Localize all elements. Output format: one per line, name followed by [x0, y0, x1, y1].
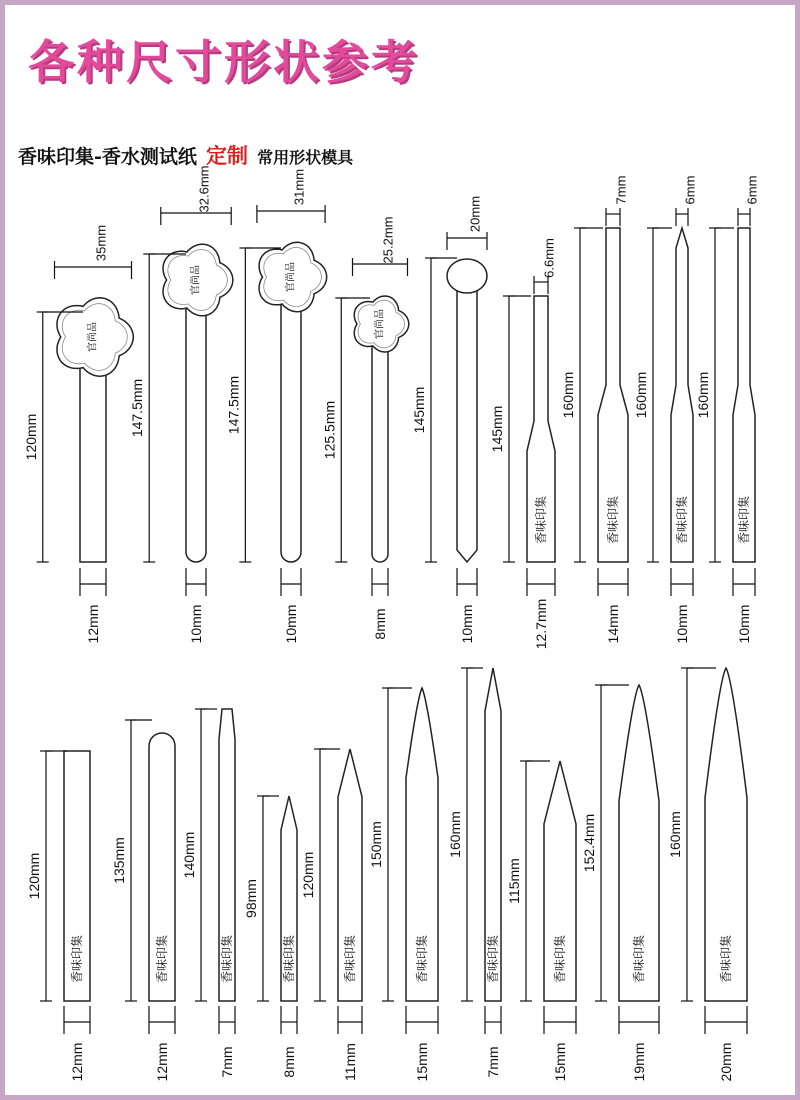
head-label: 6mm [744, 175, 760, 205]
strip-stamp: 香味印集 [719, 934, 733, 984]
width-label: 10mm [188, 604, 204, 644]
strip-stamp: 香味印集 [534, 495, 548, 545]
strip-flower-32-6 [129, 166, 233, 644]
head-label: 20mm [467, 195, 483, 233]
width-label: 19mm [631, 1042, 647, 1082]
width-label: 20mm [718, 1042, 734, 1082]
width-label: 15mm [414, 1042, 430, 1082]
width-label: 10mm [674, 604, 690, 644]
strip-point-11 [300, 749, 362, 1081]
subtitle-highlight: 定制 [205, 143, 248, 168]
strip-spoon-20 [411, 196, 487, 644]
strip-stamp: 香味印集 [70, 934, 84, 984]
width-label: 12mm [154, 1042, 170, 1082]
strip-flat-12 [26, 751, 90, 1081]
head-label: 31mm [291, 168, 307, 206]
width-label: 8mm [372, 608, 388, 640]
length-label: 135mm [111, 837, 127, 884]
width-label: 7mm [219, 1046, 235, 1078]
width-label: 12.7mm [533, 598, 549, 650]
head-stamp: 官尚品 [285, 262, 297, 292]
length-label: 120mm [26, 852, 42, 900]
length-label: 160mm [667, 811, 683, 858]
strip-curve-point-20 [667, 668, 747, 1081]
strip-stamp: 香味印集 [343, 934, 357, 984]
length-label: 147.5mm [225, 375, 242, 435]
width-label: 8mm [281, 1046, 297, 1078]
width-label: 10mm [283, 604, 299, 644]
strip-stamp: 香味印集 [486, 934, 500, 984]
strip-narrow-6 [695, 176, 760, 644]
strip-stamp: 香味印集 [553, 934, 567, 984]
spoon-head [447, 259, 487, 293]
length-label: 160mm [695, 371, 711, 419]
length-label: 150mm [368, 821, 384, 868]
strip-narrow-6-6 [489, 238, 557, 649]
width-label: 7mm [485, 1046, 501, 1078]
length-label: 152.4mm [581, 813, 597, 873]
width-label: 10mm [459, 604, 475, 644]
subtitle-product: 香味印集-香水测试纸 [18, 146, 197, 168]
strip-flower-31 [225, 169, 326, 644]
length-label: 120mm [300, 851, 316, 899]
strip-flower-25-2 [321, 217, 409, 640]
length-label: 98mm [243, 879, 259, 918]
width-label: 10mm [736, 604, 752, 644]
head-stamp: 官尚品 [374, 309, 386, 339]
head-label: 32.6mm [196, 165, 212, 213]
page-title: 各种尺寸形状参考 [28, 35, 420, 89]
head-stamp: 官尚品 [87, 322, 99, 352]
width-label: 12mm [69, 1042, 85, 1082]
head-label: 6mm [682, 175, 698, 205]
strip-stamp: 香味印集 [632, 934, 646, 984]
length-label: 147.5mm [129, 378, 146, 438]
strip-body [186, 280, 206, 562]
strip-body [457, 276, 477, 562]
strip-narrow-pointed-6 [633, 176, 698, 644]
length-label: 125.5mm [321, 400, 338, 460]
head-label: 25.2mm [380, 216, 396, 264]
strip-flower-35 [23, 225, 134, 644]
length-label: 160mm [447, 811, 463, 858]
length-label: 140mm [181, 831, 197, 879]
strip-chamfer-7 [181, 709, 235, 1078]
strip-curve-point-15 [368, 688, 438, 1081]
strip-stamp: 香味印集 [155, 934, 169, 984]
strip-curve-point-19 [581, 685, 659, 1081]
width-label: 15mm [552, 1042, 568, 1082]
strip-point-8 [243, 796, 297, 1078]
strip-body [281, 277, 301, 562]
width-label: 12mm [85, 604, 101, 644]
subtitle-suffix: 常用形状模具 [257, 148, 354, 167]
strip-point-7 [447, 668, 501, 1078]
head-label: 6.6mm [541, 238, 557, 278]
head-label: 35mm [93, 224, 109, 262]
length-label: 160mm [560, 371, 576, 419]
width-label: 11mm [342, 1043, 358, 1081]
length-label: 145mm [489, 405, 505, 453]
strip-round-12 [111, 720, 175, 1081]
strip-narrow-7 [560, 176, 629, 644]
length-label: 160mm [633, 371, 649, 419]
head-stamp: 官尚品 [190, 265, 202, 295]
strip-stamp: 香味印集 [415, 934, 429, 984]
width-label: 14mm [605, 604, 621, 644]
strip-stamp: 香味印集 [282, 934, 296, 984]
strip-point-15 [506, 761, 576, 1081]
length-label: 120mm [22, 413, 39, 461]
strip-stamp: 香味印集 [606, 495, 620, 545]
strip-stamp: 香味印集 [675, 495, 689, 545]
strip-stamp: 香味印集 [220, 934, 234, 984]
strip-stamp: 香味印集 [737, 495, 751, 545]
head-label: 7mm [613, 175, 629, 205]
length-label: 115mm [506, 858, 522, 904]
length-label: 145mm [411, 386, 427, 434]
strip-body [372, 324, 388, 562]
